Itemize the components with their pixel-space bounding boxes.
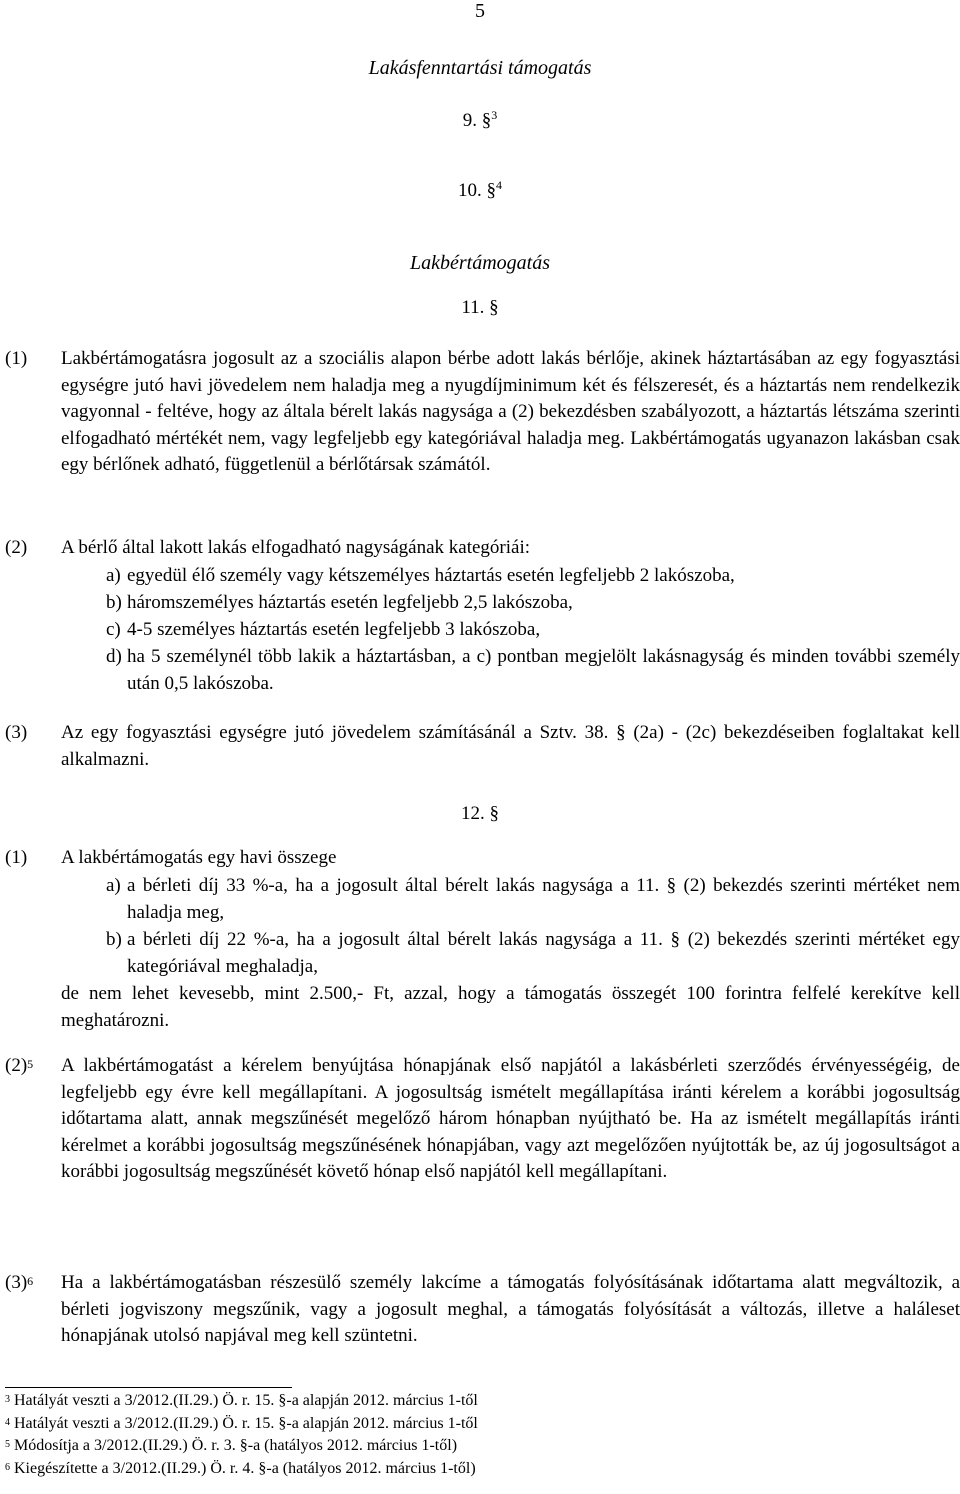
paragraph-text: Ha a lakbértámogatásban részesülő személy lakcíme a támogatás folyósításának időtartama alatt megváltozik, a bérleti jogviszony megszűnik, vagy a jogosult meghal, a támogatás folyósítását a változás, illetve a haláleset hónapjának utolsó napjával meg kell szüntetni.	[61, 1272, 960, 1346]
footnote-6: $^6$ Kiegészítette a 3/2012.(II.29.) Ö. r. 4. §-a (hatályos 2012. március 1-től)	[5, 1459, 476, 1477]
paragraph-label: (1)	[5, 847, 28, 868]
paragraph-label: (1)	[5, 348, 28, 369]
s12-paragraph-1-outro: de nem lehet kevesebb, mint 2.500,- Ft, azzal, hogy a támogatás összegét 100 forintra felfelé kerekítve kell meghatározni.	[61, 983, 960, 1031]
item-label: c)	[106, 619, 121, 640]
s11-paragraph-2	[5, 535, 960, 562]
s12-paragraph-1	[5, 845, 960, 872]
item-text: egyedül élő személy vagy kétszemélyes háztartás esetén legfeljebb 2 lakószoba,	[127, 565, 735, 586]
item-text: 4-5 személyes háztartás esetén legfeljebb 3 lakószoba,	[127, 619, 541, 640]
paragraph-intro: A lakbértámogatás egy havi összege	[61, 847, 337, 868]
item-text: ha 5 személynél több lakik a háztartásban, a c) pontban megjelölt lakásnagyság és minden további személy után 0,5 lakószoba.	[127, 646, 960, 694]
section-10-heading	[0, 180, 960, 202]
s12-paragraph-2	[5, 1053, 960, 1186]
item-label: b)	[106, 929, 122, 950]
list-item	[106, 872, 960, 926]
paragraph-label: $(2)^5$	[5, 1055, 34, 1076]
list-item	[106, 589, 960, 616]
item-text: a bérleti díj 22 %-a, ha a jogosult által bérelt lakás nagysága a 11. § (2) bekezdés szerinti mértéket egy kategóriával meghaladja,	[127, 929, 960, 977]
s11-paragraph-1	[5, 346, 960, 479]
item-label: b)	[106, 592, 122, 613]
item-label: d)	[106, 646, 122, 667]
item-text: háromszemélyes háztartás esetén legfeljebb 2,5 lakószoba,	[127, 592, 573, 613]
item-label: a)	[106, 565, 121, 586]
section-11-heading: 11. §	[461, 297, 499, 318]
footnotes	[5, 1390, 960, 1480]
section-12-heading: 12. §	[461, 803, 499, 824]
footnote-3: $^3$ Hatályát veszti a 3/2012.(II.29.) Ö. r. 15. §-a alapján 2012. március 1-től	[5, 1392, 478, 1409]
s12-paragraph-3	[5, 1270, 960, 1350]
footnote-separator	[5, 1387, 292, 1388]
list-item	[106, 562, 960, 589]
footnote-ref-4[interactable]: 4	[496, 178, 502, 192]
s12-amount-list	[106, 872, 960, 980]
paragraph-text: Az egy fogyasztási egységre jutó jövedelem számításánál a Sztv. 38. § (2a) - (2c) bekezdéseiben foglaltakat kell alkalmazni.	[61, 722, 960, 770]
item-text: a bérleti díj 33 %-a, ha a jogosult által bérelt lakás nagysága a 11. § (2) bekezdés szerinti mértéket nem haladja meg,	[127, 875, 960, 923]
paragraph-intro: A bérlő által lakott lakás elfogadható nagyságának kategóriái:	[61, 537, 531, 558]
footnote-ref-6[interactable]: 6	[27, 1274, 34, 1288]
paragraph-text: Lakbértámogatásra jogosult az a szociális alapon bérbe adott lakás bérlője, akinek háztartásában az egy fogyasztási egységre jutó havi jövedelem nem haladja meg a nyugdíjminimum két és félszeresét, és a háztartás nem rendelkezik vagyonnal - feltéve, hogy az általa bérelt lakás nagysága a (2) bekezdésben szabályozott, a háztartás létszáma szerinti elfogadható mértékét nem, vagy legfeljebb egy kategóriával haladja meg. Lakbértámogatás ugyanazon lakásban csak egy bérlőnek adható, függetlenül a bérlőtársak számától.	[61, 348, 960, 475]
list-item	[106, 643, 960, 697]
s11-paragraph-3	[5, 720, 960, 773]
footnote-ref-3[interactable]: 3	[491, 108, 498, 122]
section-9-number: 9. §	[462, 110, 492, 131]
section-9-heading	[0, 110, 960, 132]
chapter-title: Lakásfenntartási támogatás	[368, 57, 592, 79]
footnote-5: $^5$ Módosítja a 3/2012.(II.29.) Ö. r. 3. §-a (hatályos 2012. március 1-től)	[5, 1437, 458, 1454]
list-item	[106, 616, 960, 643]
page-number: 5	[475, 0, 485, 22]
paragraph-text: A lakbértámogatást a kérelem benyújtása hónapjának első napjától a lakásbérleti szerződés érvényességéig, de legfeljebb egy évre kell megállapítani. A jogosultság ismételt megállapítása iránti kérelem a korábbi jogosultság időtartama alatt, annak megszűnését megelőző három hónapban nyújtható be. Ha az ismételt megállapítás iránti kérelmet a korábbi jogosultság megszűnésének hónapjában, vagy azt megelőzően nyújtották be, az új jogosultságot a korábbi jogosultság megszűnését követő hónap első napjától kell megállapítani.	[61, 1055, 960, 1182]
s11-category-list	[106, 562, 960, 697]
item-label: a)	[106, 875, 121, 896]
subtitle-lakbertamogatas: Lakbértámogatás	[410, 252, 550, 274]
footnote-4: $^4$ Hatályát veszti a 3/2012.(II.29.) Ö. r. 15. §-a alapján 2012. március 1-től	[5, 1414, 478, 1432]
paragraph-label: (2)	[5, 537, 28, 558]
paragraph-label: $(3)^6$	[5, 1272, 34, 1293]
footnote-ref-5[interactable]: 5	[27, 1057, 34, 1071]
section-10-number: 10. §	[458, 180, 496, 201]
paragraph-label: (3)	[5, 722, 28, 743]
list-item	[106, 926, 960, 980]
